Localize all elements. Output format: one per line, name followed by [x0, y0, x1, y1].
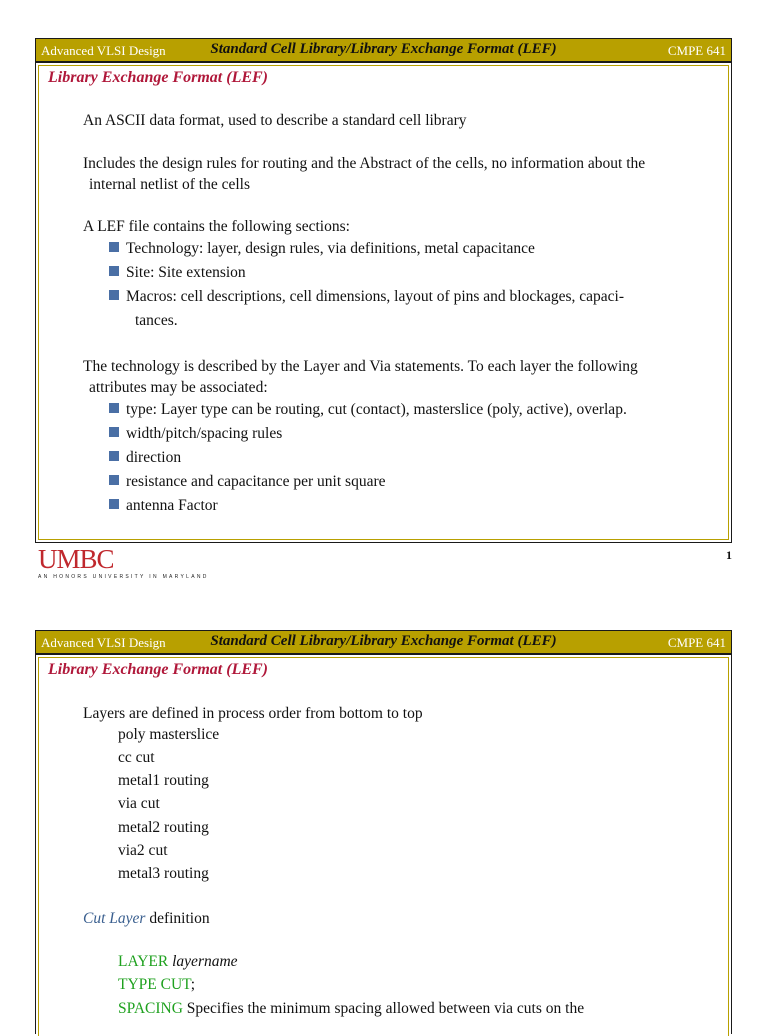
bullet-square-icon — [109, 499, 119, 509]
layer-item: metal3 routing — [118, 865, 209, 882]
slide-1 — [35, 38, 732, 543]
slide-topic: Standard Cell Library/Library Exchange Format (LEF) — [210, 41, 557, 57]
bullet-square-icon — [109, 290, 119, 300]
slide-frame — [35, 654, 732, 1034]
logo-tagline: AN HONORS UNIVERSITY IN MARYLAND — [38, 574, 209, 580]
code-spacing: SPACING Specifies the minimum spacing allowed between via cuts on the — [118, 1000, 585, 1017]
slide-topic: Standard Cell Library/Library Exchange Format (LEF) — [210, 633, 557, 649]
slide-title: Library Exchange Format (LEF) — [48, 69, 269, 86]
bullet-square-icon — [109, 242, 119, 252]
umbc-logo — [38, 546, 209, 580]
layer-item: poly masterslice — [118, 726, 220, 743]
bullet-square-icon — [109, 403, 119, 413]
course-code: CMPE 641 — [667, 635, 726, 650]
paragraph-layers-intro: Layers are defined in process order from bottom to top — [83, 705, 423, 722]
list-item: Macros: cell descriptions, cell dimensions, layout of pins and blockages, capaci- — [109, 288, 624, 306]
cut-layer-heading: Cut Layer definition — [83, 910, 210, 927]
list-item: Technology: layer, design rules, via definitions, metal capacitance — [109, 240, 535, 258]
bullet-square-icon — [109, 475, 119, 485]
slide-title: Library Exchange Format (LEF) — [48, 661, 269, 678]
course-name: Advanced VLSI Design — [41, 43, 166, 58]
list-item: Site: Site extension — [109, 264, 246, 282]
layer-item: via cut — [118, 795, 160, 812]
paragraph-ascii: An ASCII data format, used to describe a standard cell library — [83, 112, 467, 129]
paragraph-design-rules-cont: internal netlist of the cells — [89, 176, 250, 193]
slide-header — [35, 630, 732, 654]
list-item-cont: tances. — [135, 312, 178, 329]
course-code: CMPE 641 — [667, 43, 726, 58]
paragraph-technology-cont: attributes may be associated: — [89, 379, 268, 396]
page-number: 1 — [726, 548, 732, 562]
layer-item: metal1 routing — [118, 772, 209, 789]
slide-header — [35, 38, 732, 62]
slide-2 — [35, 630, 732, 1024]
layer-item: via2 cut — [118, 842, 168, 859]
slide-frame — [35, 62, 732, 543]
list-item: width/pitch/spacing rules — [109, 425, 282, 443]
paragraph-technology: The technology is described by the Layer and Via statements. To each layer the following — [83, 358, 638, 375]
list-item: direction — [109, 449, 181, 467]
layer-item: cc cut — [118, 749, 155, 766]
course-name: Advanced VLSI Design — [41, 635, 166, 650]
list-item: resistance and capacitance per unit square — [109, 473, 386, 491]
paragraph-design-rules: Includes the design rules for routing and the Abstract of the cells, no information about the — [83, 155, 646, 172]
bullet-square-icon — [109, 266, 119, 276]
bullet-square-icon — [109, 427, 119, 437]
bullet-square-icon — [109, 451, 119, 461]
paragraph-sections: A LEF file contains the following sections: — [83, 218, 350, 235]
code-layer: LAYER layername — [118, 953, 238, 970]
logo-wordmark: UMBC — [38, 544, 114, 574]
layer-item: metal2 routing — [118, 819, 209, 836]
code-type: TYPE CUT; — [118, 976, 196, 993]
list-item: type: Layer type can be routing, cut (contact), masterslice (poly, active), overlap. — [109, 401, 627, 419]
list-item: antenna Factor — [109, 497, 218, 515]
